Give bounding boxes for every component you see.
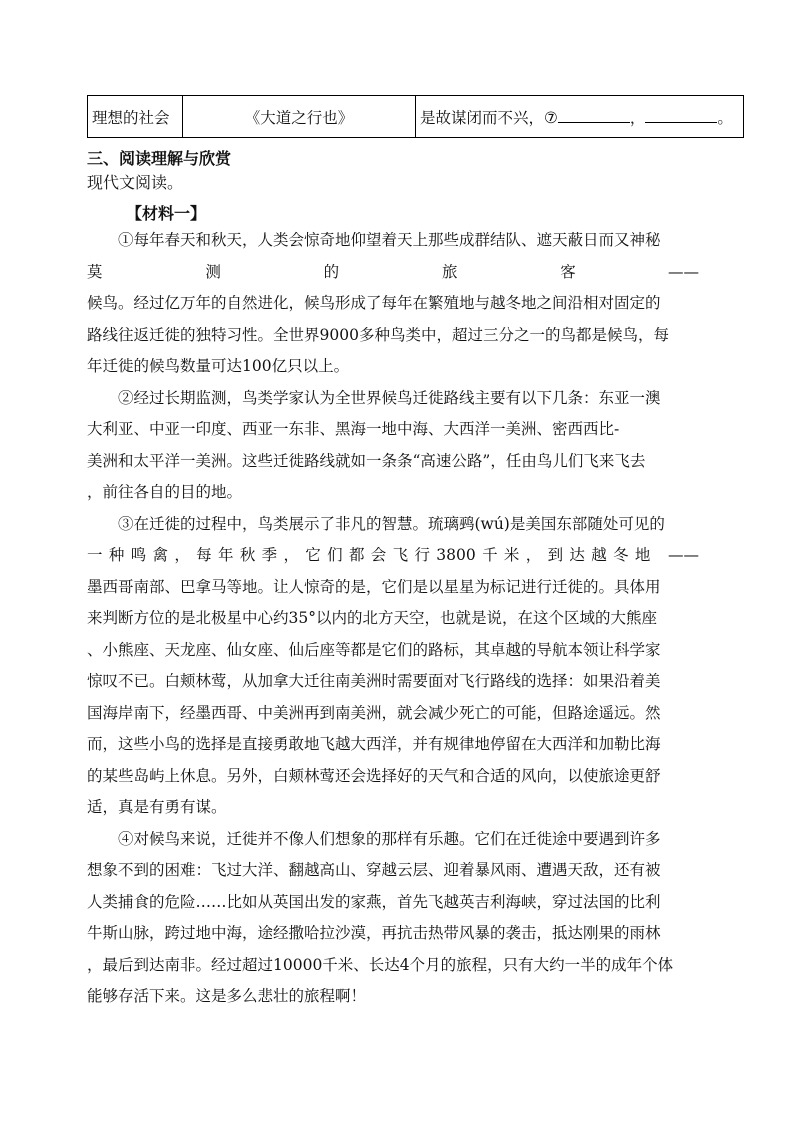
article-line: 年迁徙的候鸟数量可达100亿只以上。 — [87, 357, 350, 375]
article-line: 莫 测 的 旅 客 —— — [87, 262, 699, 281]
article-line: ④对候鸟来说，迁徙并不像人们想象的那样有乐趣。它们在迁徙途中要遇到许多 — [118, 829, 661, 848]
article-line: 、小熊座、天龙座、仙女座、仙后座等都是它们的路标，其卓越的导航本领让科学家 — [87, 640, 661, 659]
article-line: 惊叹不已。白颊林莺，从加拿大迁往南美洲时需要面对飞行路线的选择：如果沿着美 — [87, 672, 661, 690]
article-line: ②经过长期监测，鸟类学家认为全世界候鸟迁徙路线主要有以下几条：东亚一澳 — [118, 388, 661, 407]
article-line: ，前往各自的目的地。 — [87, 483, 243, 501]
section-heading: 三、阅读理解与欣赏 — [87, 149, 232, 168]
article-line: 能够存活下来。这是多么悲壮的旅程啊！ — [87, 987, 367, 1005]
quote-prefix: 是故谋闭而不兴，⑦ — [420, 108, 558, 127]
article-line: 来判断方位的是北极星中心约35°以内的北方天空，也就是说，在这个区域的大熊座 — [87, 609, 657, 627]
quote-end: 。 — [717, 108, 733, 127]
article-line: 适，真是有勇有谋。 — [87, 798, 227, 816]
article-line: 牛斯山脉，跨过地中海，途经撒哈拉沙漠，再抗击热带风暴的袭击，抵达刚果的雨林 — [87, 924, 661, 942]
table-row — [88, 96, 744, 138]
section-subheading: 现代文阅读。 — [87, 173, 184, 192]
ideal-society-table — [87, 95, 744, 138]
article-body — [87, 225, 699, 1013]
article-line: 一种鸣禽，每年秋季，它们都会飞行3800千米，到达越冬地 —— — [87, 546, 699, 564]
table-cell-title: 《大道之行也》 — [183, 96, 416, 138]
material-title: 【材料一】 — [126, 204, 207, 223]
article-line: 候鸟。经过亿万年的自然进化，候鸟形成了每年在繁殖地与越冬地之间沿相对固定的 — [87, 294, 661, 312]
article-line: 国海岸南下，经墨西哥、中美洲再到南美洲，就会减少死亡的可能，但路途遥远。然 — [87, 703, 661, 722]
table-cell-quote — [416, 96, 744, 138]
article-line: 路线往返迁徙的独特习性。全世界9000多种鸟类中，超过三分之一的鸟都是候鸟，每 — [87, 325, 669, 344]
article-line: 人类捕食的危险……比如从英国出发的家燕，首先飞越英吉利海峡，穿过法国的比利 — [87, 892, 661, 911]
article-line: 而，这些小鸟的选择是直接勇敢地飞越大西洋，并有规律地停留在大西洋和加勒比海 — [87, 735, 661, 753]
answer-blank-2[interactable] — [645, 108, 717, 123]
article-line: 想象不到的困难：飞过大洋、翻越高山、穿越云层、迎着暴风雨、遭遇天敌，还有被 — [87, 861, 661, 879]
table-cell-topic: 理想的社会 — [88, 96, 183, 138]
answer-blank-1[interactable] — [558, 108, 630, 123]
article-line: 美洲和太平洋一美洲。这些迁徙路线就如一条条“高速公路”，任由鸟儿们飞来飞去 — [87, 451, 646, 470]
article-line: ③在迁徙的过程中，鸟类展示了非凡的智慧。琉璃鹀(wú)是美国东部随处可见的 — [118, 514, 665, 533]
article-line: 大利亚、中亚一印度、西亚一东非、黑海一地中海、大西洋一美洲、密西西比- — [87, 420, 620, 438]
article-line: 墨西哥南部、巴拿马等地。让人惊奇的是，它们是以星星为标记进行迁徙的。具体用 — [87, 577, 661, 596]
article-line: ，最后到达南非。经过超过10000千米、长达4个月的旅程，只有大约一半的成年个体 — [87, 955, 674, 974]
quote-separator: ， — [629, 108, 646, 127]
article-line: ①每年春天和秋天，人类会惊奇地仰望着天上那些成群结队、遮天蔽日而又神秘 — [118, 231, 661, 249]
article-line: 的某些岛屿上休息。另外，白颊林莺还会选择好的天气和合适的风向，以使旅途更舒 — [87, 766, 661, 785]
